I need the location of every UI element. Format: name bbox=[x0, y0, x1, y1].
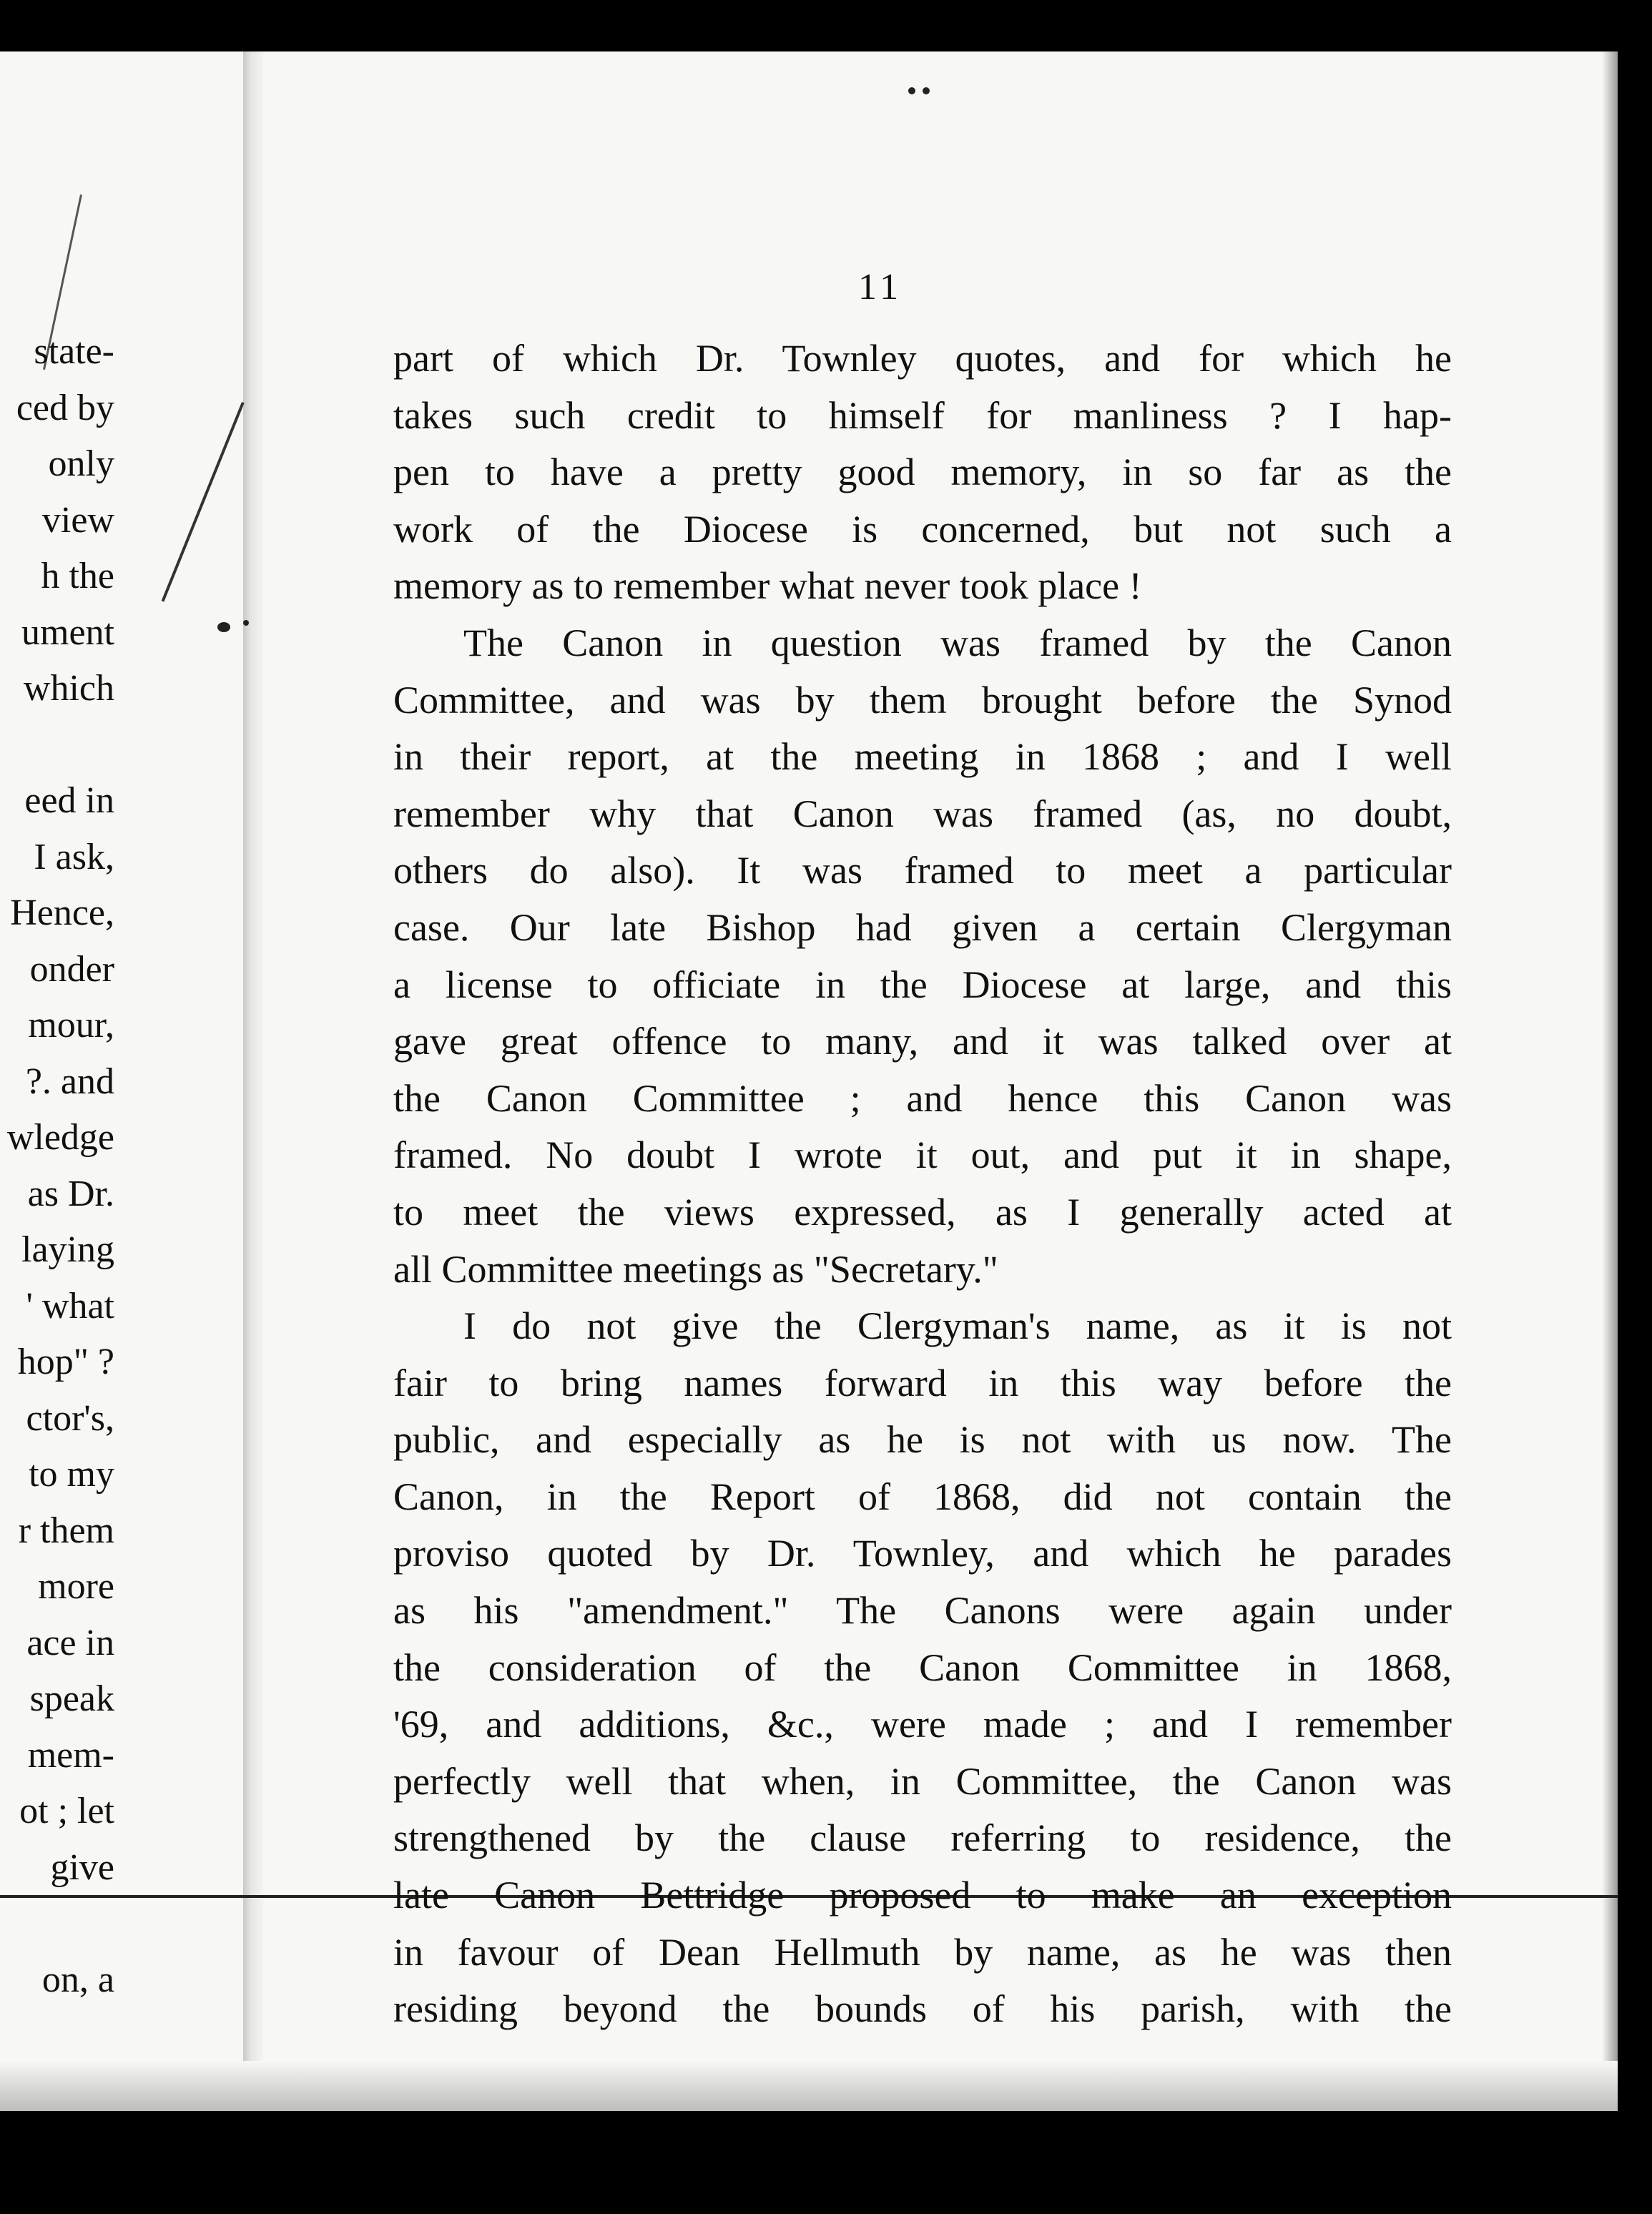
facing-page-line: h the bbox=[41, 556, 114, 596]
facing-page-line: wledge bbox=[6, 1117, 114, 1158]
text-line: a license to officiate in the Diocese at large, and this bbox=[393, 963, 1452, 1006]
facing-page-line: as Dr. bbox=[27, 1173, 114, 1214]
text-line: pen to have a pretty good memory, in so far as the bbox=[393, 451, 1452, 494]
text-line: framed. No doubt I wrote it out, and put it in shape, bbox=[393, 1133, 1452, 1177]
facing-page-line: I ask, bbox=[34, 836, 114, 877]
text-line: work of the Diocese is concerned, but not such a bbox=[393, 507, 1452, 551]
facing-page-line: mem- bbox=[27, 1734, 114, 1776]
facing-page-line: ' what bbox=[26, 1285, 114, 1327]
page-edge-shadow bbox=[1602, 51, 1618, 2111]
facing-page-line: which bbox=[23, 668, 114, 709]
facing-page-line: ?. and bbox=[25, 1061, 114, 1102]
text-line: fair to bring names forward in this way before the bbox=[393, 1361, 1452, 1404]
facing-page-line: ot ; let bbox=[19, 1791, 114, 1831]
text-line: public, and especially as he is not with us now. The bbox=[393, 1418, 1452, 1462]
facing-page-line: speak bbox=[29, 1678, 114, 1719]
text-line: in their report, at the meeting in 1868 ; and I well bbox=[393, 735, 1452, 779]
facing-page-line: give bbox=[50, 1846, 114, 1888]
text-line: memory as to remember what never took place ! bbox=[393, 564, 1142, 608]
paragraph bbox=[393, 1298, 1452, 2038]
facing-page-line: only bbox=[48, 443, 114, 484]
text-line: I do not give the Clergyman's name, as it is not bbox=[463, 1304, 1452, 1348]
paragraph bbox=[393, 615, 1452, 1298]
facing-page-line: eed in bbox=[24, 780, 114, 821]
text-line: proviso quoted by Dr. Townley, and which he parades bbox=[393, 1532, 1452, 1575]
page-bottom-shadow bbox=[0, 2061, 1618, 2111]
ink-spot bbox=[923, 87, 930, 94]
text-line: to meet the views expressed, as I generally acted at bbox=[393, 1190, 1452, 1234]
text-line: residing beyond the bounds of his parish, with the bbox=[393, 1987, 1452, 2031]
text-line: the consideration of the Canon Committee in 1868, bbox=[393, 1645, 1452, 1689]
text-line: remember why that Canon was framed (as, no doubt, bbox=[393, 792, 1452, 835]
text-line: others do also). It was framed to meet a particular bbox=[393, 849, 1452, 892]
pencil-stroke-mark bbox=[162, 402, 245, 602]
text-line: takes such credit to himself for manliness ? I hap- bbox=[393, 393, 1452, 437]
text-line: all Committee meetings as "Secretary." bbox=[393, 1247, 998, 1291]
facing-page-line: onder bbox=[29, 948, 114, 990]
scanned-page bbox=[0, 51, 1618, 2111]
text-line: gave great offence to many, and it was talked over at bbox=[393, 1020, 1452, 1063]
facing-page-line: laying bbox=[21, 1229, 114, 1270]
text-line: '69, and additions, &c., were made ; and I remember bbox=[393, 1703, 1452, 1746]
text-line: part of which Dr. Townley quotes, and for which he bbox=[393, 337, 1452, 380]
facing-page-line: on, a bbox=[41, 1959, 114, 2000]
facing-page-line: ace in bbox=[26, 1622, 114, 1663]
facing-page-line: r them bbox=[18, 1510, 114, 1551]
text-line: The Canon in question was framed by the Canon bbox=[463, 621, 1452, 664]
page-number: 11 bbox=[858, 267, 903, 308]
text-line: Committee, and was by them brought before the Synod bbox=[393, 678, 1452, 722]
ink-spot bbox=[243, 620, 249, 626]
text-line: the Canon Committee ; and hence this Canon was bbox=[393, 1076, 1452, 1120]
facing-page-line: mour, bbox=[28, 1005, 114, 1046]
text-line: as his "amendment." The Canons were again under bbox=[393, 1589, 1452, 1633]
facing-page-line: ced by bbox=[16, 387, 114, 428]
text-line: Canon, in the Report of 1868, did not contain the bbox=[393, 1475, 1452, 1518]
text-line: perfectly well that when, in Committee, the Canon was bbox=[393, 1759, 1452, 1803]
book-spine-shadow bbox=[243, 51, 263, 2111]
ink-spot bbox=[217, 622, 230, 632]
facing-page-line: state- bbox=[34, 331, 114, 372]
text-line: strengthened by the clause referring to residence, the bbox=[393, 1816, 1452, 1860]
body-text bbox=[393, 330, 1452, 2038]
facing-page-line: ctor's, bbox=[26, 1397, 114, 1439]
text-line: case. Our late Bishop had given a certain Clergyman bbox=[393, 905, 1452, 949]
facing-page-line: more bbox=[38, 1566, 114, 1607]
facing-page-fragments bbox=[0, 330, 114, 2047]
facing-page-line: hop" ? bbox=[17, 1342, 114, 1382]
facing-page-line: ument bbox=[21, 611, 114, 653]
facing-page-line: Hence, bbox=[10, 892, 114, 933]
facing-page-line: view bbox=[41, 499, 114, 541]
ink-spot bbox=[908, 87, 915, 94]
paragraph bbox=[393, 330, 1452, 615]
facing-page-line: to my bbox=[29, 1454, 114, 1495]
text-line: in favour of Dean Hellmuth by name, as he was then bbox=[393, 1930, 1452, 1974]
text-line: late Canon Bettridge proposed to make an exception bbox=[393, 1874, 1452, 1917]
